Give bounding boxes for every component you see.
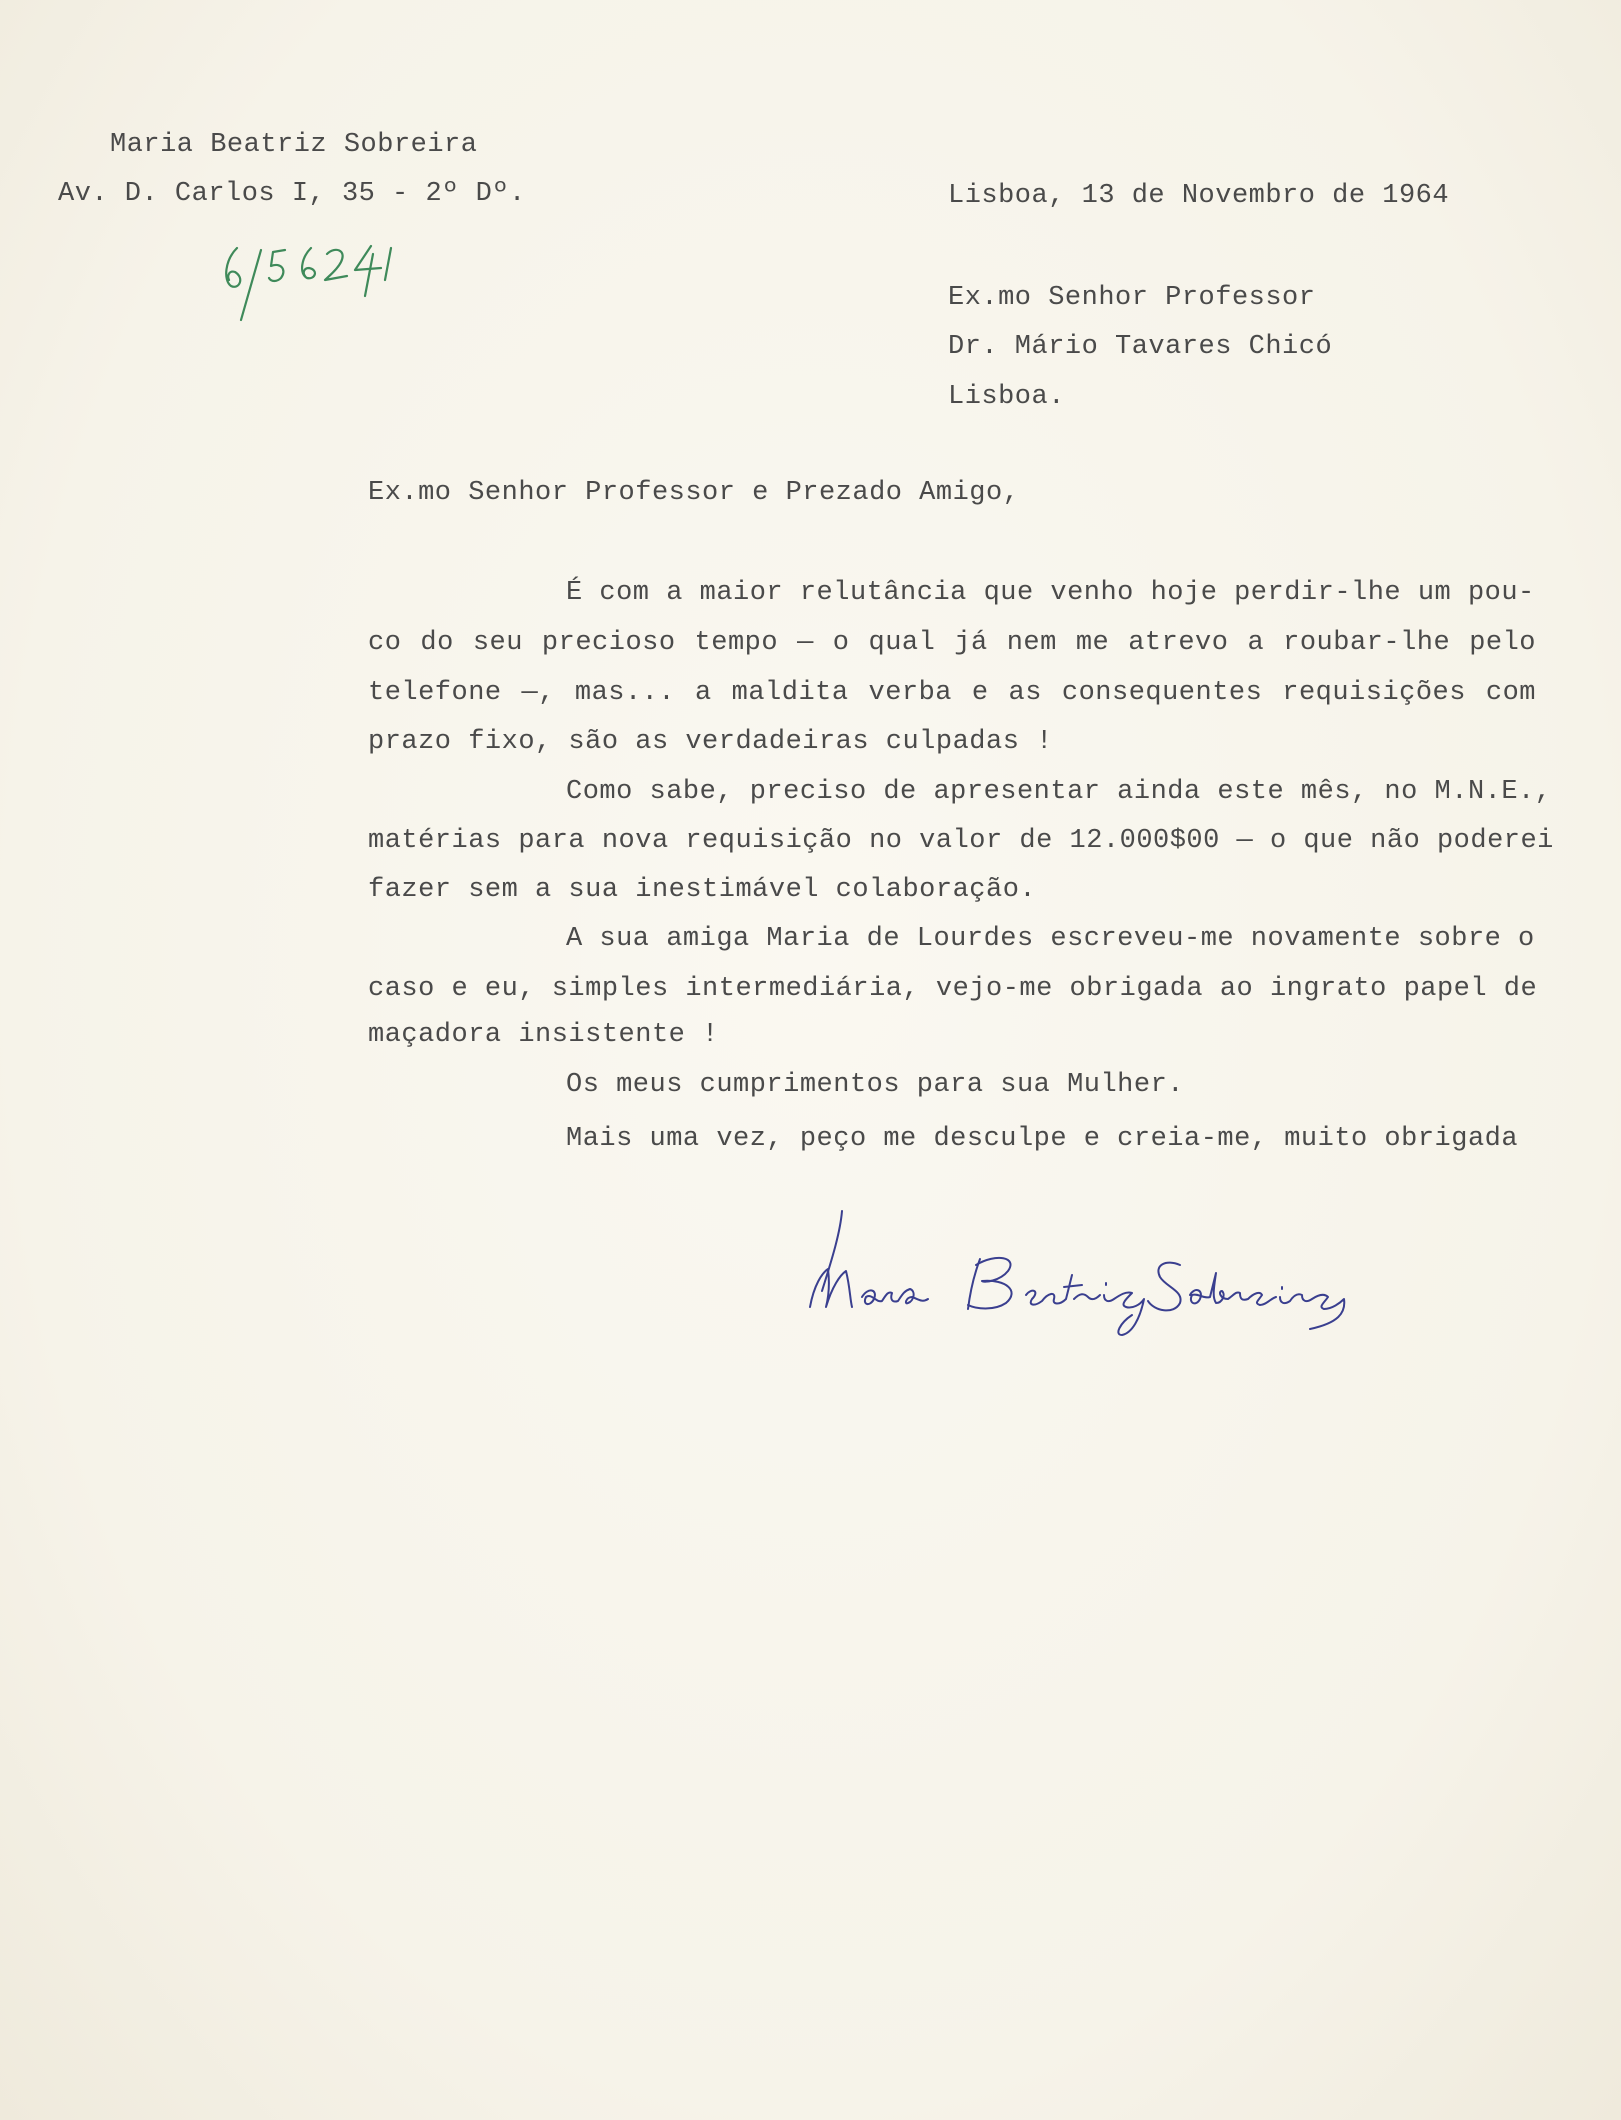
p1-line-4: prazo fixo, são as verdadeiras culpadas ! xyxy=(368,727,1053,757)
p1-line-1: É com a maior relutância que venho hoje perdir-lhe um pou- xyxy=(566,578,1535,608)
sender-address: Av. D. Carlos I, 35 - 2º Dº. xyxy=(58,179,526,209)
recipient-line-2: Dr. Mário Tavares Chicó xyxy=(948,332,1333,362)
p3-line-1: A sua amiga Maria de Lourdes escreveu-me novamente sobre o xyxy=(566,924,1535,954)
p2-line-2: matérias para nova requisição no valor de 12.000$00 — o que não poderei xyxy=(368,826,1554,856)
salutation: Ex.mo Senhor Professor e Prezado Amigo, xyxy=(368,478,1020,508)
handwritten-signature xyxy=(770,1195,1370,1345)
sender-name: Maria Beatriz Sobreira xyxy=(110,130,478,160)
p3-line-2: caso e eu, simples intermediária, vejo-me obrigada ao ingrato papel de xyxy=(368,974,1538,1004)
p1-line-3: telefone —, mas... a maldita verba e as consequentes requisições com xyxy=(368,678,1536,708)
p2-line-3: fazer sem a sua inestimável colaboração. xyxy=(368,875,1037,905)
recipient-line-1: Ex.mo Senhor Professor xyxy=(948,283,1316,313)
p3-line-3: maçadora insistente ! xyxy=(368,1020,719,1050)
p4-line: Os meus cumprimentos para sua Mulher. xyxy=(566,1070,1184,1100)
p1-line-2: co do seu precioso tempo — o qual já nem me atrevo a roubar-lhe pelo xyxy=(368,628,1536,658)
handwritten-reference-number xyxy=(215,240,415,330)
date-line: Lisboa, 13 de Novembro de 1964 xyxy=(948,181,1450,211)
p2-line-1: Como sabe, preciso de apresentar ainda este mês, no M.N.E., xyxy=(566,777,1552,807)
p5-line: Mais uma vez, peço me desculpe e creia-me, muito obrigada xyxy=(566,1124,1519,1154)
recipient-line-3: Lisboa. xyxy=(948,382,1065,412)
